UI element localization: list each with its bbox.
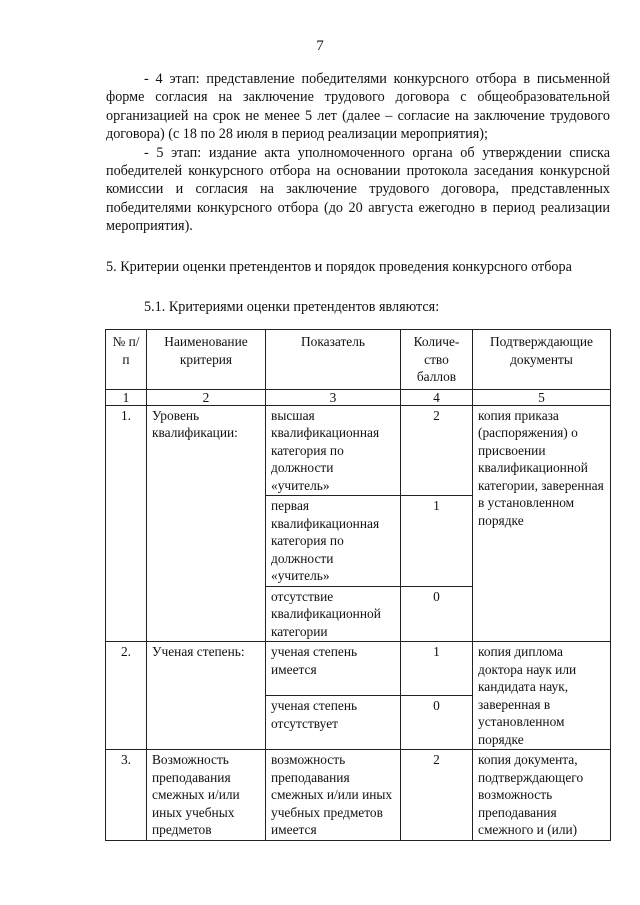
points-value: 2	[401, 405, 473, 496]
column-number-row	[106, 389, 611, 405]
column-number: 1	[106, 389, 147, 405]
subsection-heading: 5.1. Критериями оценки претендентов являются:	[144, 299, 440, 316]
criteria-table	[105, 329, 611, 841]
indicator-text: первая квалификационная категория по должности «учитель»	[266, 496, 401, 587]
documents-text: копия диплома доктора наук или кандидата наук, заверенная в установленном порядке	[473, 642, 611, 750]
column-number: 3	[266, 389, 401, 405]
documents-text: копия документа, подтверждающего возможность преподавания смежного и (или)	[473, 750, 611, 841]
points-value: 0	[401, 696, 473, 750]
criterion-name: Возможность преподавания смежных и/или иных учебных предметов	[147, 750, 266, 841]
page-number: 7	[316, 38, 324, 54]
header-criterion: Наименование критерия	[147, 330, 266, 390]
table-row	[106, 405, 611, 496]
section-heading: 5. Критерии оценки претендентов и порядок проведения конкурсного отбора	[106, 258, 572, 275]
table-header-row	[106, 330, 611, 390]
row-number: 1.	[106, 405, 147, 642]
indicator-text: высшая квалификационная категория по должности «учитель»	[266, 405, 401, 496]
indicator-text: ученая степень имеется	[266, 642, 401, 696]
table-row	[106, 642, 611, 696]
row-number: 3.	[106, 750, 147, 841]
column-number: 2	[147, 389, 266, 405]
documents-text: копия приказа (распоряжения) о присвоении квалификационной категории, заверенная в установленном порядке	[473, 405, 611, 642]
points-value: 1	[401, 642, 473, 696]
header-documents: Подтверждающие документы	[473, 330, 611, 390]
points-value: 0	[401, 586, 473, 642]
body-text	[106, 70, 610, 316]
column-number: 5	[473, 389, 611, 405]
paragraph-stage-4: - 4 этап: представление победителями конкурсного отбора в письменной форме согласия на заключение трудового договора с общеобразовательной организацией на срок не менее 5 лет (далее – согласие на заключение трудового договора) (с 18 по 28 июля в период реализации мероприятия);	[106, 71, 610, 143]
points-value: 2	[401, 750, 473, 841]
points-value: 1	[401, 496, 473, 587]
table-row	[106, 750, 611, 841]
paragraph-stage-5: - 5 этап: издание акта уполномоченного органа об утверждении списка победителей конкурсного отбора на основании протокола заседания конкурсной комиссии и согласия на заключение трудового договора, представленных победителями конкурсного отбора (до 20 августа ежегодно в период реализации мероприятия).	[106, 144, 610, 235]
header-number: № п/п	[106, 330, 147, 390]
header-indicator: Показатель	[266, 330, 401, 390]
criterion-name: Ученая степень:	[147, 642, 266, 750]
header-points: Количе-ство баллов	[401, 330, 473, 390]
indicator-text: возможность преподавания смежных и/или иных учебных предметов имеется	[266, 750, 401, 841]
criterion-name: Уровень квалификации:	[147, 405, 266, 642]
row-number: 2.	[106, 642, 147, 750]
indicator-text: ученая степень отсутствует	[266, 696, 401, 750]
column-number: 4	[401, 389, 473, 405]
indicator-text: отсутствие квалификационной категории	[266, 586, 401, 642]
